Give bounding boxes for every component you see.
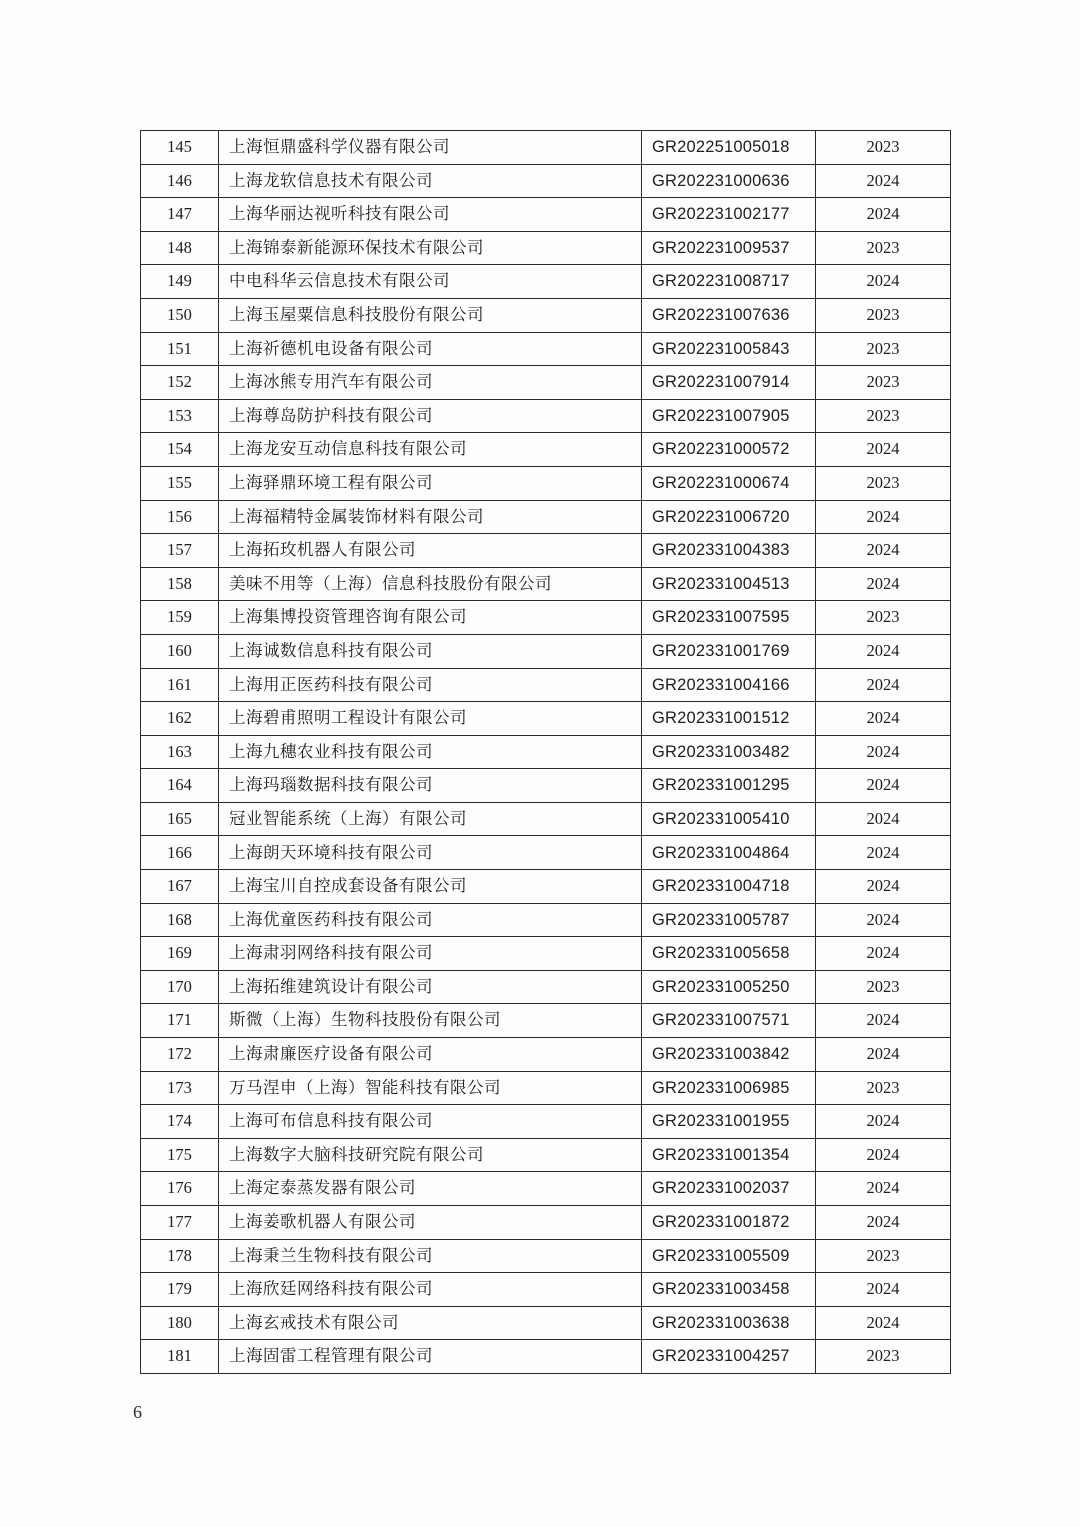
row-index-cell: 166 — [141, 836, 219, 870]
certificate-number-cell: GR202331005658 — [642, 937, 816, 971]
table-row — [141, 500, 951, 534]
certificate-number-cell: GR202331004257 — [642, 1340, 816, 1374]
table-row — [141, 1172, 951, 1206]
year-cell: 2024 — [816, 735, 951, 769]
year-cell: 2024 — [816, 534, 951, 568]
company-name-cell: 上海秉兰生物科技有限公司 — [219, 1239, 642, 1273]
year-cell: 2023 — [816, 399, 951, 433]
table-row — [141, 937, 951, 971]
company-name-cell: 上海数字大脑科技研究院有限公司 — [219, 1138, 642, 1172]
year-cell: 2023 — [816, 1071, 951, 1105]
company-name-cell: 上海可布信息科技有限公司 — [219, 1105, 642, 1139]
row-index-cell: 172 — [141, 1038, 219, 1072]
company-name-cell: 上海恒鼎盛科学仪器有限公司 — [219, 131, 642, 165]
row-index-cell: 163 — [141, 735, 219, 769]
year-cell: 2024 — [816, 265, 951, 299]
row-index-cell: 159 — [141, 601, 219, 635]
table-row — [141, 567, 951, 601]
year-cell: 2024 — [816, 1306, 951, 1340]
row-index-cell: 174 — [141, 1105, 219, 1139]
year-cell: 2023 — [816, 298, 951, 332]
year-cell: 2024 — [816, 500, 951, 534]
company-name-cell: 上海福精特金属装饰材料有限公司 — [219, 500, 642, 534]
row-index-cell: 167 — [141, 870, 219, 904]
certificate-number-cell: GR202331001295 — [642, 769, 816, 803]
year-cell: 2024 — [816, 1172, 951, 1206]
year-cell: 2024 — [816, 164, 951, 198]
company-name-cell: 上海用正医药科技有限公司 — [219, 668, 642, 702]
row-index-cell: 173 — [141, 1071, 219, 1105]
table-row — [141, 164, 951, 198]
company-name-cell: 上海祈德机电设备有限公司 — [219, 332, 642, 366]
year-cell: 2023 — [816, 366, 951, 400]
year-cell: 2023 — [816, 131, 951, 165]
company-name-cell: 上海华丽达视听科技有限公司 — [219, 198, 642, 232]
certificate-number-cell: GR202231007905 — [642, 399, 816, 433]
company-name-cell: 上海集博投资管理咨询有限公司 — [219, 601, 642, 635]
table-row — [141, 366, 951, 400]
row-index-cell: 145 — [141, 131, 219, 165]
year-cell: 2024 — [816, 870, 951, 904]
row-index-cell: 152 — [141, 366, 219, 400]
certificate-number-cell: GR202231008717 — [642, 265, 816, 299]
table-row — [141, 1306, 951, 1340]
row-index-cell: 179 — [141, 1273, 219, 1307]
company-name-cell: 上海拓玫机器人有限公司 — [219, 534, 642, 568]
row-index-cell: 160 — [141, 634, 219, 668]
row-index-cell: 175 — [141, 1138, 219, 1172]
company-name-cell: 上海龙软信息技术有限公司 — [219, 164, 642, 198]
row-index-cell: 153 — [141, 399, 219, 433]
table-row — [141, 1004, 951, 1038]
certificate-number-cell: GR202331005787 — [642, 903, 816, 937]
company-name-cell: 上海诚数信息科技有限公司 — [219, 634, 642, 668]
year-cell: 2023 — [816, 466, 951, 500]
table-row — [141, 1071, 951, 1105]
row-index-cell: 147 — [141, 198, 219, 232]
year-cell: 2024 — [816, 937, 951, 971]
row-index-cell: 150 — [141, 298, 219, 332]
row-index-cell: 170 — [141, 970, 219, 1004]
year-cell: 2024 — [816, 198, 951, 232]
certificate-number-cell: GR202231006720 — [642, 500, 816, 534]
table-row — [141, 1206, 951, 1240]
year-cell: 2024 — [816, 903, 951, 937]
table-row — [141, 1273, 951, 1307]
certificate-number-cell: GR202331005250 — [642, 970, 816, 1004]
certificate-number-cell: GR202231000674 — [642, 466, 816, 500]
row-index-cell: 177 — [141, 1206, 219, 1240]
year-cell: 2024 — [816, 433, 951, 467]
table-row — [141, 802, 951, 836]
row-index-cell: 146 — [141, 164, 219, 198]
table-row — [141, 332, 951, 366]
company-name-cell: 上海碧甫照明工程设计有限公司 — [219, 702, 642, 736]
table-row — [141, 399, 951, 433]
company-name-cell: 上海冰熊专用汽车有限公司 — [219, 366, 642, 400]
company-name-cell: 美味不用等（上海）信息科技股份有限公司 — [219, 567, 642, 601]
certificate-number-cell: GR202331004383 — [642, 534, 816, 568]
year-cell: 2024 — [816, 1273, 951, 1307]
company-name-cell: 上海肃廉医疗设备有限公司 — [219, 1038, 642, 1072]
certificate-number-cell: GR202331001354 — [642, 1138, 816, 1172]
year-cell: 2024 — [816, 1105, 951, 1139]
row-index-cell: 178 — [141, 1239, 219, 1273]
company-name-cell: 上海玛瑙数据科技有限公司 — [219, 769, 642, 803]
year-cell: 2024 — [816, 1004, 951, 1038]
year-cell: 2023 — [816, 1340, 951, 1374]
year-cell: 2024 — [816, 1038, 951, 1072]
certificate-number-cell: GR202331007595 — [642, 601, 816, 635]
certificate-number-cell: GR202331003842 — [642, 1038, 816, 1072]
company-name-cell: 万马涅申（上海）智能科技有限公司 — [219, 1071, 642, 1105]
row-index-cell: 157 — [141, 534, 219, 568]
certificate-number-cell: GR202331003638 — [642, 1306, 816, 1340]
table-row — [141, 298, 951, 332]
certificate-number-cell: GR202231007636 — [642, 298, 816, 332]
company-name-cell: 冠业智能系统（上海）有限公司 — [219, 802, 642, 836]
certificate-number-cell: GR202331004864 — [642, 836, 816, 870]
table-row — [141, 265, 951, 299]
company-name-cell: 上海拓维建筑设计有限公司 — [219, 970, 642, 1004]
table-row — [141, 1239, 951, 1273]
company-name-cell: 上海姜歌机器人有限公司 — [219, 1206, 642, 1240]
certificate-number-cell: GR202331004718 — [642, 870, 816, 904]
table-row — [141, 735, 951, 769]
year-cell: 2023 — [816, 231, 951, 265]
certificate-number-cell: GR202231000572 — [642, 433, 816, 467]
page-number: 6 — [133, 1402, 142, 1422]
row-index-cell: 171 — [141, 1004, 219, 1038]
certificate-number-cell: GR202231009537 — [642, 231, 816, 265]
company-name-cell: 上海玄戒技术有限公司 — [219, 1306, 642, 1340]
row-index-cell: 180 — [141, 1306, 219, 1340]
year-cell: 2024 — [816, 1206, 951, 1240]
table-row — [141, 870, 951, 904]
table-row — [141, 836, 951, 870]
row-index-cell: 181 — [141, 1340, 219, 1374]
certificate-number-cell: GR202231005843 — [642, 332, 816, 366]
table-row — [141, 970, 951, 1004]
table-row — [141, 1105, 951, 1139]
company-name-cell: 上海定泰蒸发器有限公司 — [219, 1172, 642, 1206]
year-cell: 2023 — [816, 332, 951, 366]
certificate-number-cell: GR202331001872 — [642, 1206, 816, 1240]
certificate-number-cell: GR202231002177 — [642, 198, 816, 232]
year-cell: 2024 — [816, 769, 951, 803]
company-name-cell: 上海欣廷网络科技有限公司 — [219, 1273, 642, 1307]
year-cell: 2023 — [816, 1239, 951, 1273]
year-cell: 2024 — [816, 668, 951, 702]
company-name-cell: 上海龙安互动信息科技有限公司 — [219, 433, 642, 467]
row-index-cell: 162 — [141, 702, 219, 736]
table-row — [141, 466, 951, 500]
table-row — [141, 433, 951, 467]
certificate-number-cell: GR202331004166 — [642, 668, 816, 702]
certificate-number-cell: GR202251005018 — [642, 131, 816, 165]
row-index-cell: 149 — [141, 265, 219, 299]
company-name-cell: 中电科华云信息技术有限公司 — [219, 265, 642, 299]
table-row — [141, 668, 951, 702]
table-row — [141, 1138, 951, 1172]
row-index-cell: 164 — [141, 769, 219, 803]
table-row — [141, 231, 951, 265]
table-row — [141, 1340, 951, 1374]
certificate-number-cell: GR202331007571 — [642, 1004, 816, 1038]
year-cell: 2024 — [816, 702, 951, 736]
company-name-cell: 上海朗天环境科技有限公司 — [219, 836, 642, 870]
row-index-cell: 165 — [141, 802, 219, 836]
company-name-cell: 上海肃羽网络科技有限公司 — [219, 937, 642, 971]
table-row — [141, 702, 951, 736]
company-name-cell: 上海宝川自控成套设备有限公司 — [219, 870, 642, 904]
row-index-cell: 156 — [141, 500, 219, 534]
company-name-cell: 上海九穗农业科技有限公司 — [219, 735, 642, 769]
company-name-cell: 上海固雷工程管理有限公司 — [219, 1340, 642, 1374]
year-cell: 2024 — [816, 634, 951, 668]
year-cell: 2024 — [816, 567, 951, 601]
table-row — [141, 769, 951, 803]
table-row — [141, 634, 951, 668]
certificate-number-cell: GR202231000636 — [642, 164, 816, 198]
row-index-cell: 161 — [141, 668, 219, 702]
year-cell: 2024 — [816, 1138, 951, 1172]
year-cell: 2023 — [816, 970, 951, 1004]
company-name-cell: 上海玉屋粟信息科技股份有限公司 — [219, 298, 642, 332]
company-name-cell: 上海优童医药科技有限公司 — [219, 903, 642, 937]
row-index-cell: 148 — [141, 231, 219, 265]
company-table-body — [141, 131, 951, 1374]
certificate-number-cell: GR202331005509 — [642, 1239, 816, 1273]
certificate-number-cell: GR202331001512 — [642, 702, 816, 736]
certificate-number-cell: GR202331005410 — [642, 802, 816, 836]
row-index-cell: 168 — [141, 903, 219, 937]
certificate-number-cell: GR202331003482 — [642, 735, 816, 769]
year-cell: 2023 — [816, 601, 951, 635]
table-row — [141, 1038, 951, 1072]
company-name-cell: 斯微（上海）生物科技股份有限公司 — [219, 1004, 642, 1038]
company-name-cell: 上海尊岛防护科技有限公司 — [219, 399, 642, 433]
row-index-cell: 176 — [141, 1172, 219, 1206]
table-row — [141, 198, 951, 232]
row-index-cell: 169 — [141, 937, 219, 971]
table-row — [141, 534, 951, 568]
year-cell: 2024 — [816, 836, 951, 870]
row-index-cell: 158 — [141, 567, 219, 601]
company-name-cell: 上海驿鼎环境工程有限公司 — [219, 466, 642, 500]
company-table — [140, 130, 951, 1374]
row-index-cell: 155 — [141, 466, 219, 500]
row-index-cell: 154 — [141, 433, 219, 467]
year-cell: 2024 — [816, 802, 951, 836]
certificate-number-cell: GR202231007914 — [642, 366, 816, 400]
certificate-number-cell: GR202331001955 — [642, 1105, 816, 1139]
certificate-number-cell: GR202331004513 — [642, 567, 816, 601]
company-name-cell: 上海锦泰新能源环保技术有限公司 — [219, 231, 642, 265]
certificate-number-cell: GR202331003458 — [642, 1273, 816, 1307]
table-row — [141, 903, 951, 937]
certificate-number-cell: GR202331006985 — [642, 1071, 816, 1105]
row-index-cell: 151 — [141, 332, 219, 366]
table-row — [141, 131, 951, 165]
certificate-number-cell: GR202331001769 — [642, 634, 816, 668]
table-row — [141, 601, 951, 635]
certificate-number-cell: GR202331002037 — [642, 1172, 816, 1206]
